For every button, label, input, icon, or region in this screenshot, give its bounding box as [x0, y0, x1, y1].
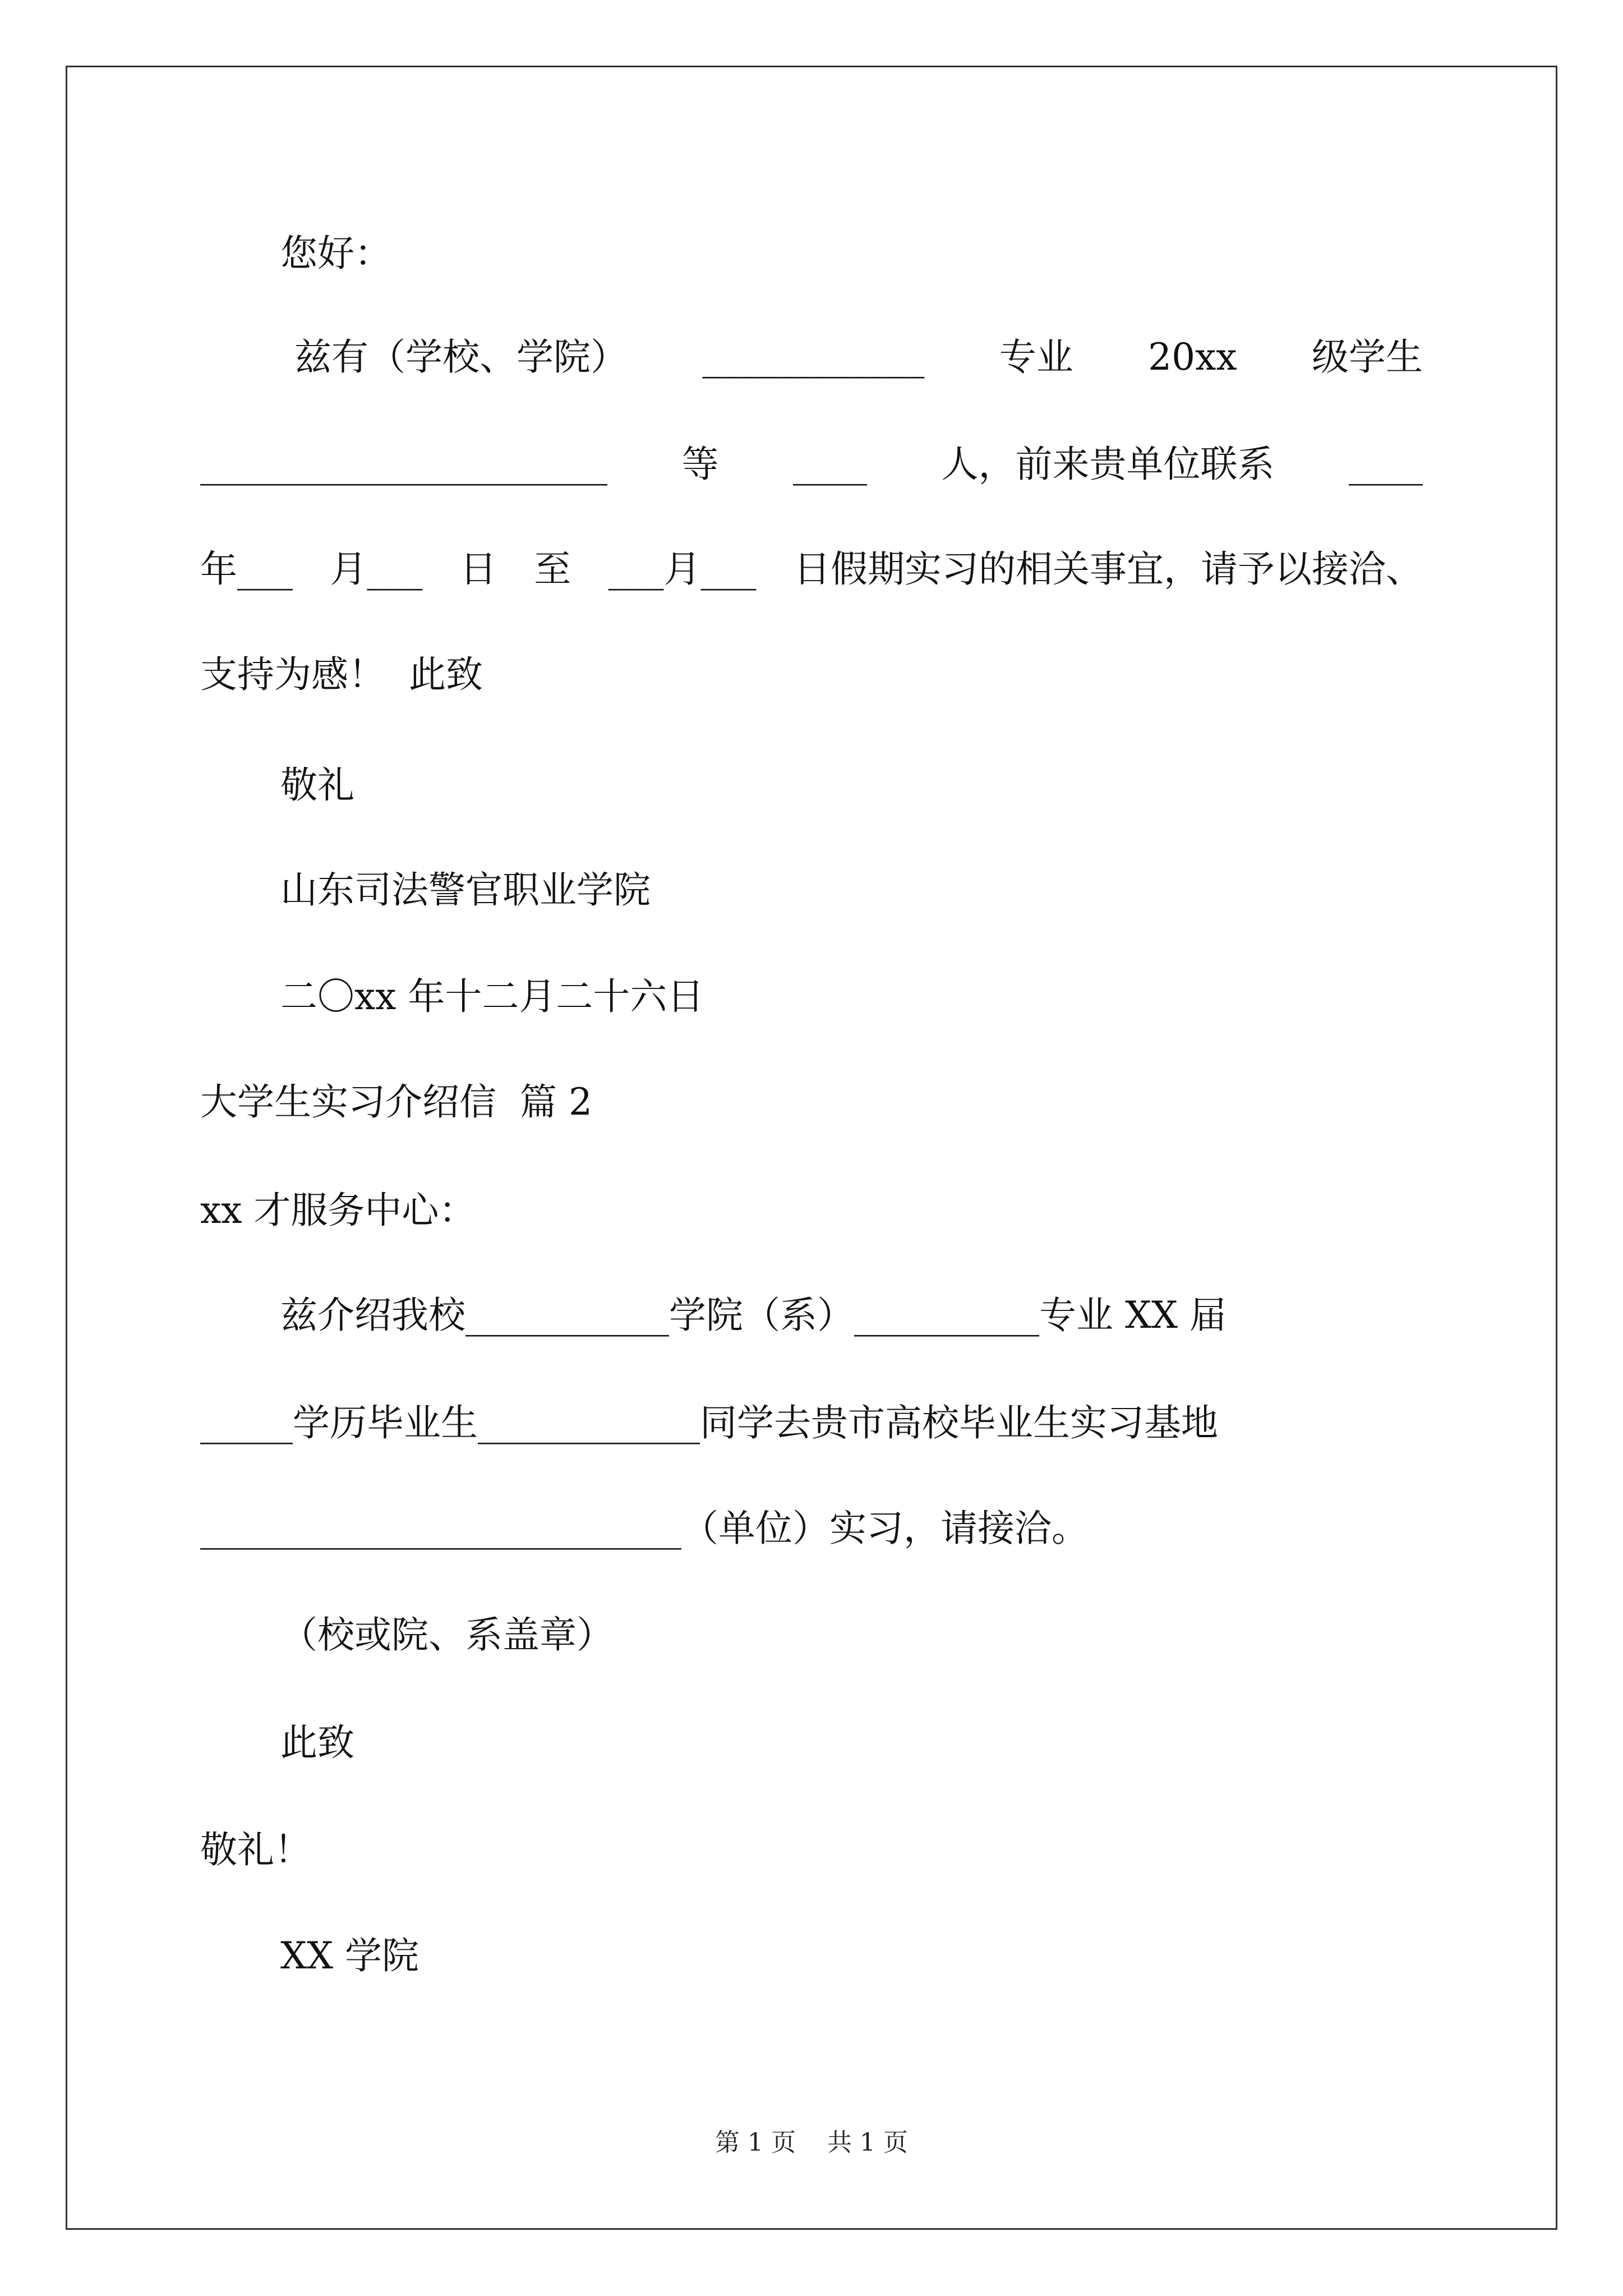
salutation: 敬礼	[280, 763, 354, 807]
letter-date: 二〇xx 年十二月二十六日	[280, 975, 704, 1018]
salutation-2: 敬礼！	[200, 1828, 311, 1871]
greeting: 您好：	[280, 232, 391, 275]
seal-note: （校或院、系盖章）	[280, 1613, 614, 1657]
page-border	[66, 66, 1557, 2230]
body2-line-2: _____学历毕业生____________同学去贵市高校毕业生实习基地	[200, 1401, 1218, 1444]
sender-name-2: XX 学院	[280, 1934, 419, 1977]
recipient: xx 才服务中心：	[200, 1189, 476, 1232]
body2-line-1: 兹介绍我校___________学院（系）__________专业 XX 届	[280, 1294, 1227, 1337]
body2-line-3: __________________________（单位）实习，请接洽。	[200, 1507, 1089, 1550]
section-title: 大学生实习介绍信 篇 2	[200, 1080, 592, 1124]
body-line-3: 年___ 月___ 日 至 ___月___ 日假期实习的相关事宜，请予以接洽、	[200, 547, 1423, 591]
body-line-1: 兹有（学校、学院） ____________ 专业 20xx 级学生	[294, 335, 1423, 379]
closing: 此致	[280, 1721, 354, 1764]
body-line-4: 支持为感！ 此致	[200, 653, 483, 696]
sender-name: 山东司法警官职业学院	[280, 868, 651, 912]
body-line-2: ______________________ 等 ____ 人，前来贵单位联系 ____	[200, 443, 1423, 486]
page-footer: 第 1 页 共 1 页	[715, 2128, 908, 2157]
